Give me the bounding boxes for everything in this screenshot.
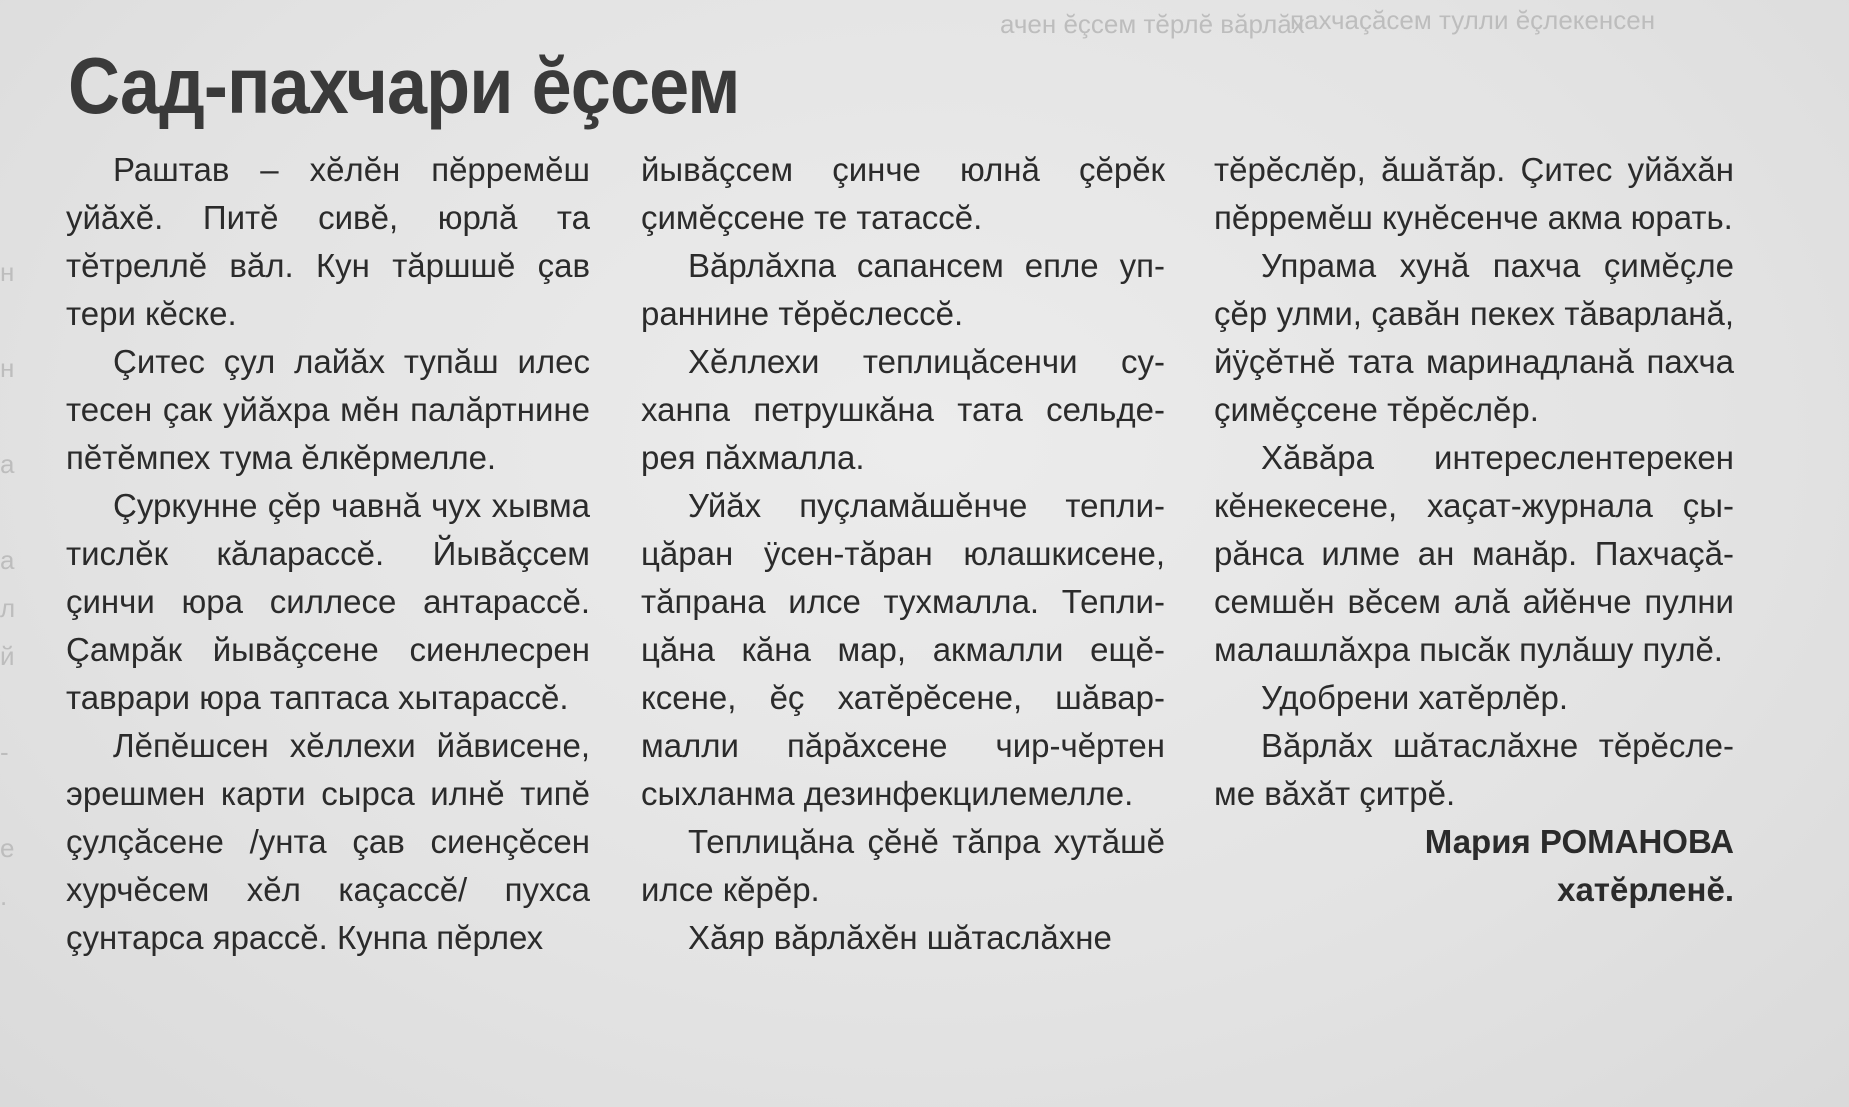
adjacent-column-letter: й: [0, 641, 15, 671]
author-name: Мария РОМАНОВА: [1424, 823, 1734, 860]
adjacent-column-letter: [0, 776, 14, 824]
article-headline: Сад-пахчари ĕçсем: [68, 41, 740, 130]
paragraph: Хĕллехи теплицăсенчи суханпа петрушкăна тата сельдерея пăхмалла.: [641, 343, 1165, 476]
adjacent-column-letter: л: [0, 593, 16, 623]
paragraph: Çитес çул лайăх тупăш илес тесен çак уйăхра мĕн палăртнине пĕтĕмпех тума ĕлкĕрмелле.: [66, 343, 590, 476]
adjacent-column-letter: н: [0, 257, 15, 287]
paragraph-continued: йывăçсем çинче юлнă çĕрĕк çимĕçсене те татассĕ.: [641, 151, 1165, 236]
adjacent-column-letter: [0, 392, 14, 440]
adjacent-column-letter: .: [0, 881, 8, 911]
adjacent-column-letter: [0, 296, 14, 344]
author-role: хатĕрленĕ.: [1557, 871, 1734, 908]
paragraph: Вăрлăхпа сапансем епле упраннине тĕрĕслессĕ.: [641, 247, 1165, 332]
adjacent-column-letter: е: [0, 833, 15, 863]
adjacent-column-fragment: [0, 248, 14, 920]
paragraph: Удобрени хатĕрлĕр.: [1261, 679, 1569, 716]
adjacent-column-letter: а: [0, 545, 15, 575]
paragraph: Хăвăра интереслентерекен кĕнекесене, хаçат-журнала çырăнса илме ан манăр. Пахчаçăсемшĕн вĕсем алă айĕнче пулни малашлăхра пысăк пулăшу пулĕ.: [1214, 439, 1734, 668]
adjacent-column-letter: н: [0, 353, 15, 383]
article-column-2: [641, 146, 1165, 962]
paragraph: Уйăх пуçламăшĕнче теплицăран ÿсен-тăран юлашкисене, тăпрана илсе тухмалла. Теплицăна кăна мар, акмалли ещĕксене, ĕç хатĕрĕсене, шăвармалли пăрăхсене чир-чĕртен сыхланма дезинфекцилемелле.: [641, 487, 1165, 812]
paragraph-continued: тĕрĕслĕр, ăшăтăр. Çитес уйăхăн пĕрремĕш кунĕсенче акма юрать.: [1214, 151, 1734, 236]
paragraph: Лĕпĕшсен хĕллехи йăвисене, эрешмен карти сырса илнĕ типĕ çулçăсене /унта çав сиенçĕсен хурчĕсем хĕл каçассĕ/ пухса çунтарса ярассĕ. Кунпа пĕрлех: [66, 727, 590, 956]
paragraph: Теплицăна çĕнĕ тăпра хутăшĕ илсе кĕрĕр.: [641, 823, 1165, 908]
paragraph: Раштав – хĕлĕн пĕрремĕш уйăхĕ. Питĕ сивĕ, юрлă та тĕтреллĕ вăл. Кун тăршшĕ çав тери кĕске.: [66, 151, 590, 332]
paragraph: Вăрлăх шăтаслăхне тĕрĕслеме вăхăт çитрĕ.: [1214, 727, 1734, 812]
paragraph: Упрама хунă пахча çимĕçле çĕр улми, çавăн пекех тăварланă, йÿçĕтнĕ тата маринадланă пахча çимĕçсене тĕрĕслĕр.: [1214, 247, 1734, 428]
adjacent-column-letter: -: [0, 737, 9, 767]
adjacent-article-fragment-top-right: пахчаçăсем тулли ĕçлекенсен: [1290, 5, 1656, 35]
article-column-1: [66, 146, 590, 962]
adjacent-article-fragment-top: ачен ĕçсем тĕрлĕ вăрлăх: [1000, 9, 1305, 39]
article-column-3: [1214, 146, 1734, 914]
paragraph: Çуркунне çĕр чавнă чух хывма тислĕк кăларассĕ. Йывăçсем çинчи юра силлесе антарассĕ. Çамрăк йывăçсене сиенлесрен таврари юра таптаса хытарассĕ.: [66, 487, 590, 716]
adjacent-column-letter: [0, 680, 14, 728]
adjacent-column-letter: [0, 488, 14, 536]
adjacent-column-letter: а: [0, 449, 15, 479]
paragraph: Хăяр вăрлăхĕн шăтаслăхне: [688, 919, 1112, 956]
